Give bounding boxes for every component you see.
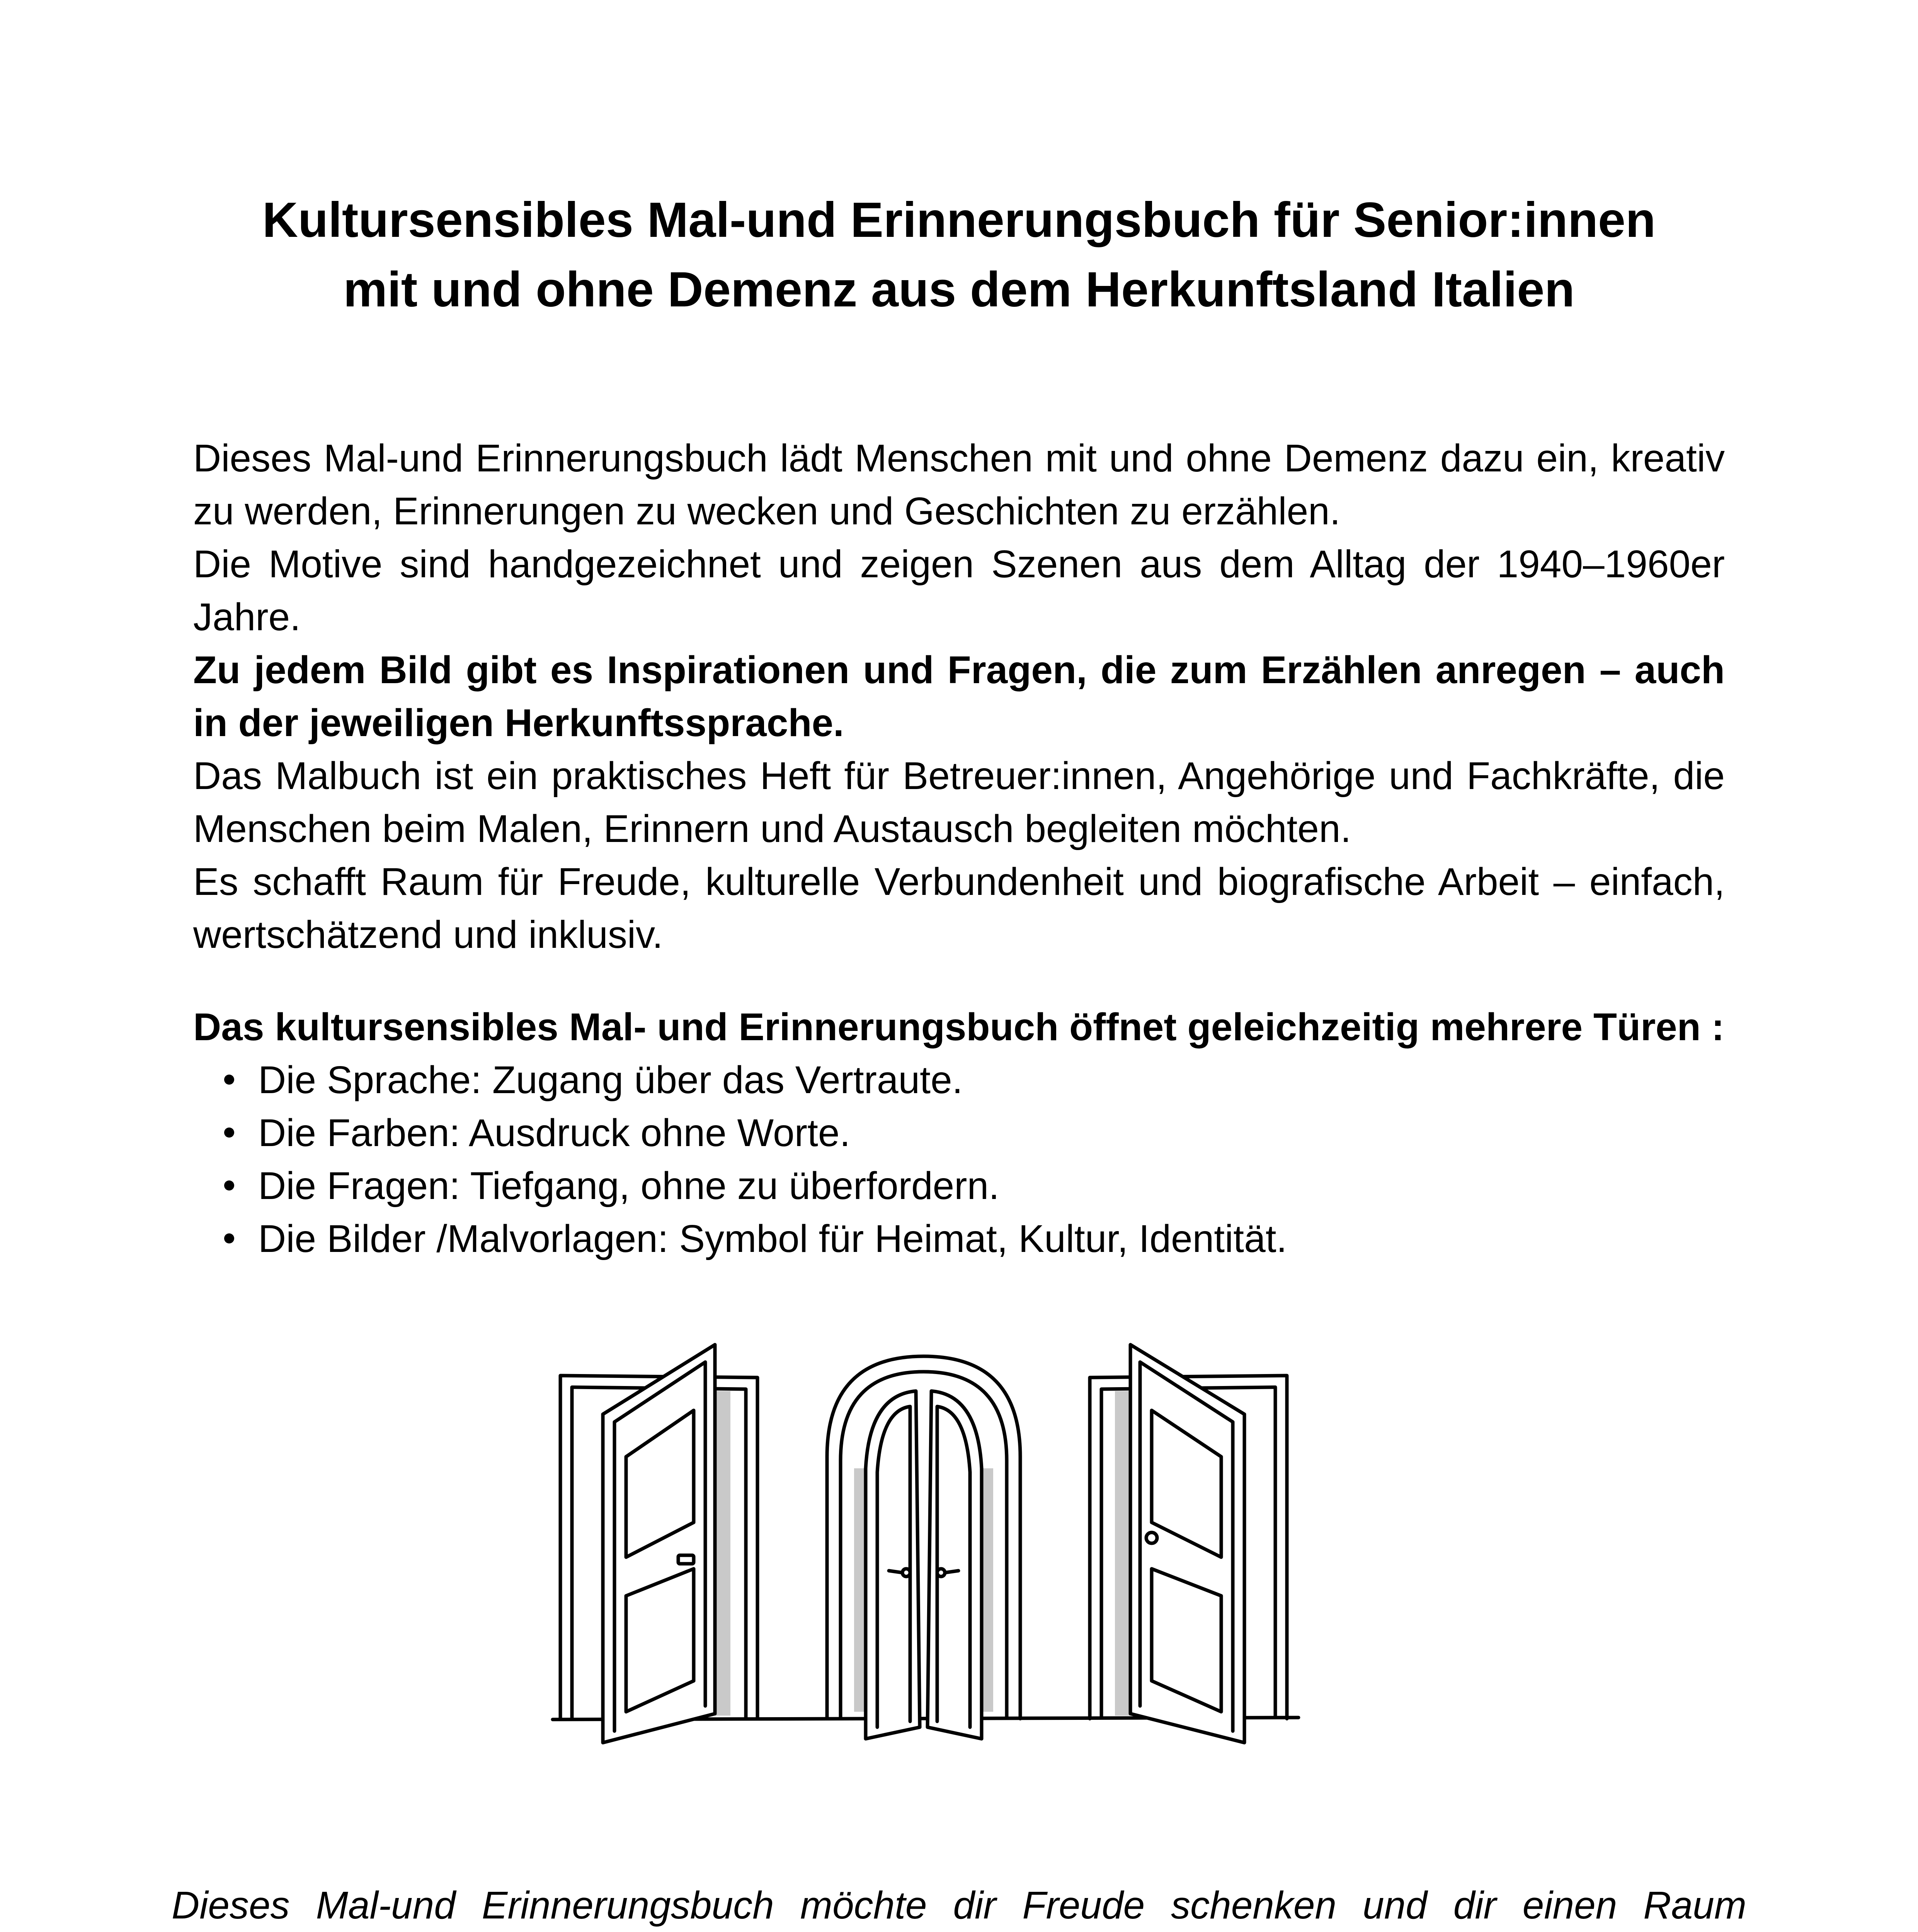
page-title [0,185,1918,325]
list-item [193,1160,1725,1213]
intro-paragraph-1: Dieses Mal-und Erinnerungsbuch lädt Menschen mit und ohne Demenz dazu ein, kreativ zu werden, Erinnerungen zu wecken und Geschichten zu erzählen. [193,437,1725,533]
bullet-icon [224,1128,234,1138]
intro-paragraph-4: Das Malbuch ist ein praktisches Heft für Betreuer:innen, Angehörige und Fachkräfte, die Menschen beim Malen, Erinnern und Austausch begleiten möchten. [193,754,1725,850]
list-item [193,1213,1725,1265]
list-item-text: Die Sprache: Zugang über das Vertraute. [258,1058,963,1102]
closing-german-lead [172,1879,1746,1932]
list-item-text: Die Bilder /Malvorlagen: Symbol für Heimat, Kultur, Identität. [258,1217,1287,1260]
doors-heading: Das kultursensibles Mal- und Erinnerungsbuch öffnet geleichzeitig mehrere Türen : [193,1005,1724,1049]
doors-list [193,1054,1725,1265]
three-open-doors-icon [549,1341,1302,1750]
intro-paragraph-3: Zu jedem Bild gibt es Inspirationen und Fragen, die zum Erzählen anregen – auch in der jeweiligen Herkunftssprache. [193,648,1725,745]
list-item [193,1054,1725,1107]
list-item [193,1107,1725,1160]
page-title-line-2: mit und ohne Demenz aus dem Herkunftsland Italien [343,262,1575,317]
closing-german-lead-text: Dieses Mal-und Erinnerungsbuch möchte dir Freude schenken und dir einen Raum [172,1884,1746,1927]
intro-paragraph-2: Die Motive sind handgezeichnet und zeigen Szenen aus dem Alltag der 1940–1960er Jahre. [193,543,1725,639]
bullet-icon [224,1075,234,1085]
bullet-icon [224,1180,234,1190]
page-title-line-1: Kultursensibles Mal-und Erinnerungsbuch für Senior:innen [262,192,1656,248]
list-item-text: Die Farben: Ausdruck ohne Worte. [258,1111,851,1155]
closing-german [172,1879,1746,1932]
bullet-icon [224,1233,234,1243]
intro-paragraph-5: Es schafft Raum für Freude, kulturelle Verbundenheit und biografische Arbeit – einfach, wertschätzend und inklusiv. [193,860,1725,956]
list-item-text: Die Fragen: Tiefgang, ohne zu überfordern. [258,1164,999,1208]
intro-section [193,432,1725,961]
